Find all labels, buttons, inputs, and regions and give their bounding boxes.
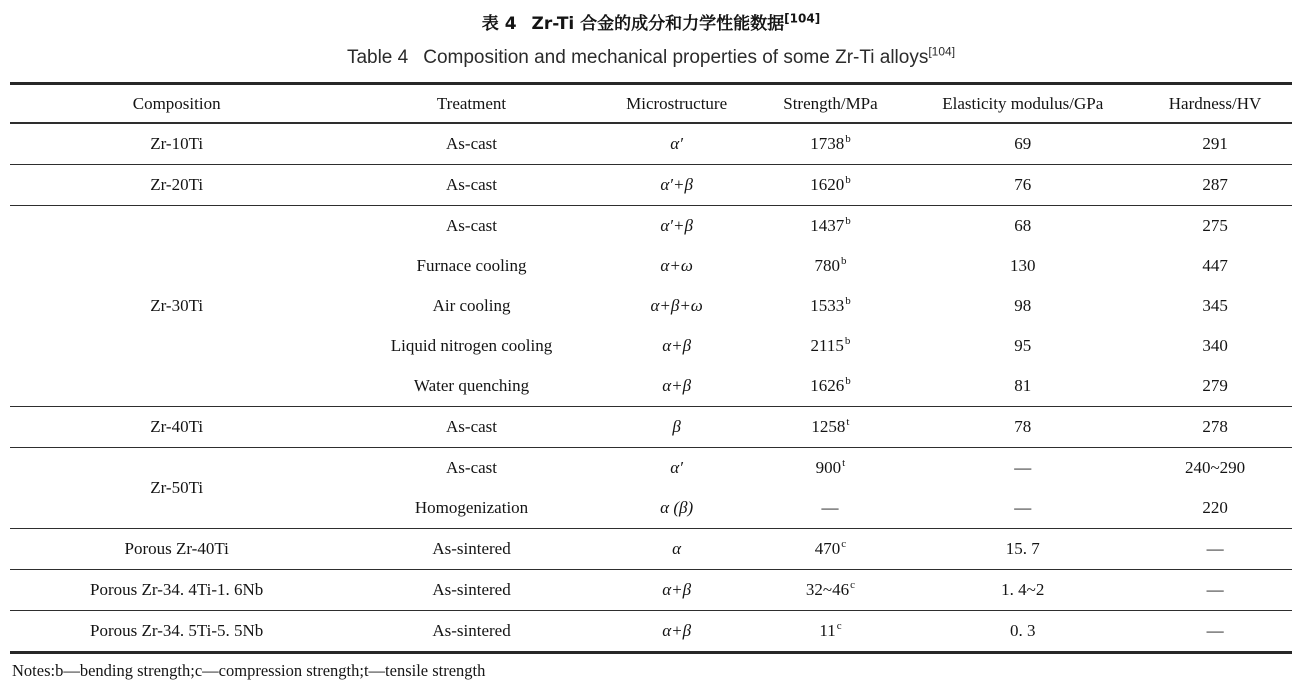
- table-body: [10, 123, 1292, 653]
- hardness-cell: 240~290: [1184, 458, 1246, 477]
- modulus-cell: 1. 4~2: [1001, 580, 1045, 599]
- composition-cell: Zr-50Ti: [10, 448, 343, 529]
- column-header-elasticity-modulus: Elasticity modulus/GPa: [942, 93, 1104, 113]
- strength-cell: 11$^c$: [819, 620, 842, 640]
- table-row: [10, 407, 1292, 448]
- strength-cell: 1258$^t$: [811, 416, 850, 436]
- modulus-cell: —: [1014, 458, 1032, 477]
- hardness-cell: 287: [1202, 175, 1228, 194]
- modulus-cell: 0. 3: [1010, 621, 1036, 640]
- modulus-cell: 68: [1014, 216, 1032, 235]
- strength-cell: 780$^b$: [814, 255, 847, 275]
- modulus-cell: 76: [1014, 175, 1032, 194]
- microstructure-cell: α+β: [662, 336, 692, 355]
- table-row: [10, 165, 1292, 206]
- treatment-cell: Liquid nitrogen cooling: [390, 336, 553, 355]
- strength-footnote-mark: b: [845, 215, 851, 228]
- treatment-cell: Furnace cooling: [416, 256, 527, 275]
- table-caption-en-number: Table 4: [346, 47, 409, 68]
- microstructure-cell: α+ω: [660, 256, 693, 275]
- modulus-cell: 95: [1014, 336, 1032, 355]
- composition-cell: Zr-20Ti: [150, 175, 204, 194]
- microstructure-cell: α+β+ω: [650, 296, 703, 315]
- hardness-cell: 447: [1202, 256, 1228, 275]
- strength-cell: 1437$^b$: [810, 215, 851, 235]
- treatment-cell: As-cast: [446, 417, 498, 436]
- microstructure-cell: α′+β: [660, 175, 693, 194]
- column-header-microstructure: Microstructure: [626, 93, 728, 113]
- microstructure-cell: α (β): [660, 498, 694, 517]
- strength-cell: 1533$^b$: [810, 295, 851, 315]
- strength-footnote-mark: b: [845, 133, 851, 146]
- treatment-cell: As-cast: [446, 216, 498, 235]
- treatment-cell: As-cast: [446, 458, 498, 477]
- treatment-cell: Water quenching: [413, 376, 530, 395]
- hardness-cell: 340: [1202, 336, 1228, 355]
- treatment-cell: As-cast: [446, 175, 498, 194]
- strength-footnote-mark: b: [845, 295, 851, 308]
- citation-ref-zh: [104]: [784, 11, 821, 26]
- table-row: [10, 570, 1292, 611]
- column-header-treatment: Treatment: [436, 93, 507, 113]
- strength-footnote-mark: t: [846, 416, 850, 429]
- treatment-cell: Air cooling: [432, 296, 511, 315]
- strength-cell: 1620$^b$: [810, 174, 851, 194]
- strength-footnote-mark: b: [845, 375, 851, 388]
- modulus-cell: 81: [1014, 376, 1032, 395]
- composition-cell: Porous Zr-34. 5Ti-5. 5Nb: [90, 621, 264, 640]
- modulus-cell: 98: [1014, 296, 1032, 315]
- strength-footnote-mark: c: [841, 538, 847, 551]
- strength-cell: 900$^t$: [815, 457, 846, 477]
- microstructure-cell: α: [672, 539, 682, 558]
- modulus-cell: 69: [1014, 134, 1032, 153]
- table-row: [10, 448, 1292, 489]
- modulus-cell: 130: [1010, 256, 1036, 275]
- modulus-cell: 15. 7: [1005, 539, 1040, 558]
- strength-cell: 1738$^b$: [810, 133, 851, 153]
- column-header-strength: Strength/MPa: [783, 93, 878, 113]
- table-row: [10, 529, 1292, 570]
- strength-cell: —: [821, 498, 839, 517]
- header-row: [10, 84, 1292, 124]
- table-header: [10, 84, 1292, 124]
- microstructure-cell: α+β: [662, 580, 692, 599]
- treatment-cell: As-sintered: [432, 580, 511, 599]
- treatment-cell: As-cast: [446, 134, 498, 153]
- table-row: [10, 206, 1292, 247]
- table-caption-en-text: Composition and mechanical properties of some Zr-Ti alloys: [423, 47, 929, 68]
- table-caption-zh: [0, 0, 1302, 34]
- alloy-properties-table: [10, 82, 1292, 654]
- composition-cell: Porous Zr-40Ti: [124, 539, 229, 558]
- table-caption-zh-number: 表 4: [481, 14, 517, 34]
- table-row: [10, 123, 1292, 165]
- strength-cell: 32~46$^c$: [805, 579, 855, 599]
- strength-footnote-mark: t: [842, 457, 846, 470]
- treatment-cell: As-sintered: [432, 621, 511, 640]
- composition-cell: Zr-30Ti: [10, 206, 343, 407]
- microstructure-cell: β: [672, 417, 681, 436]
- strength-cell: 470$^c$: [814, 538, 847, 558]
- hardness-cell: 220: [1202, 498, 1228, 517]
- composition-cell: Zr-10Ti: [150, 134, 204, 153]
- microstructure-cell: α′: [670, 134, 683, 153]
- microstructure-cell: α+β: [662, 621, 692, 640]
- table-footnotes: Notes:b—bending strength;c—compression strength;t—tensile strength: [12, 661, 486, 680]
- composition-cell: Porous Zr-34. 4Ti-1. 6Nb: [90, 580, 264, 599]
- hardness-cell: 345: [1202, 296, 1228, 315]
- hardness-cell: 275: [1202, 216, 1228, 235]
- hardness-cell: —: [1206, 539, 1224, 558]
- table-caption-en: [0, 44, 1302, 69]
- strength-footnote-mark: c: [836, 620, 842, 633]
- column-header-composition: Composition: [132, 93, 221, 113]
- strength-footnote-mark: b: [840, 255, 847, 268]
- hardness-cell: 279: [1202, 376, 1228, 395]
- hardness-cell: 291: [1202, 134, 1228, 153]
- column-header-hardness: Hardness/HV: [1168, 93, 1262, 113]
- treatment-cell: Homogenization: [414, 498, 529, 517]
- hardness-cell: 278: [1202, 417, 1228, 436]
- table-caption-zh-text: Zr-Ti 合金的成分和力学性能数据: [531, 14, 785, 34]
- strength-footnote-mark: b: [844, 335, 851, 348]
- modulus-cell: —: [1014, 498, 1032, 517]
- microstructure-cell: α′: [670, 458, 683, 477]
- strength-cell: 2115$^b$: [810, 335, 851, 355]
- microstructure-cell: α′+β: [660, 216, 693, 235]
- treatment-cell: As-sintered: [432, 539, 511, 558]
- microstructure-cell: α+β: [662, 376, 692, 395]
- modulus-cell: 78: [1014, 417, 1032, 436]
- composition-cell: Zr-40Ti: [150, 417, 204, 436]
- citation-ref-en: [104]: [928, 44, 956, 59]
- hardness-cell: —: [1206, 580, 1224, 599]
- strength-footnote-mark: b: [845, 174, 851, 187]
- strength-cell: 1626$^b$: [810, 375, 851, 395]
- hardness-cell: —: [1206, 621, 1224, 640]
- table-row: [10, 611, 1292, 653]
- strength-footnote-mark: c: [850, 579, 855, 592]
